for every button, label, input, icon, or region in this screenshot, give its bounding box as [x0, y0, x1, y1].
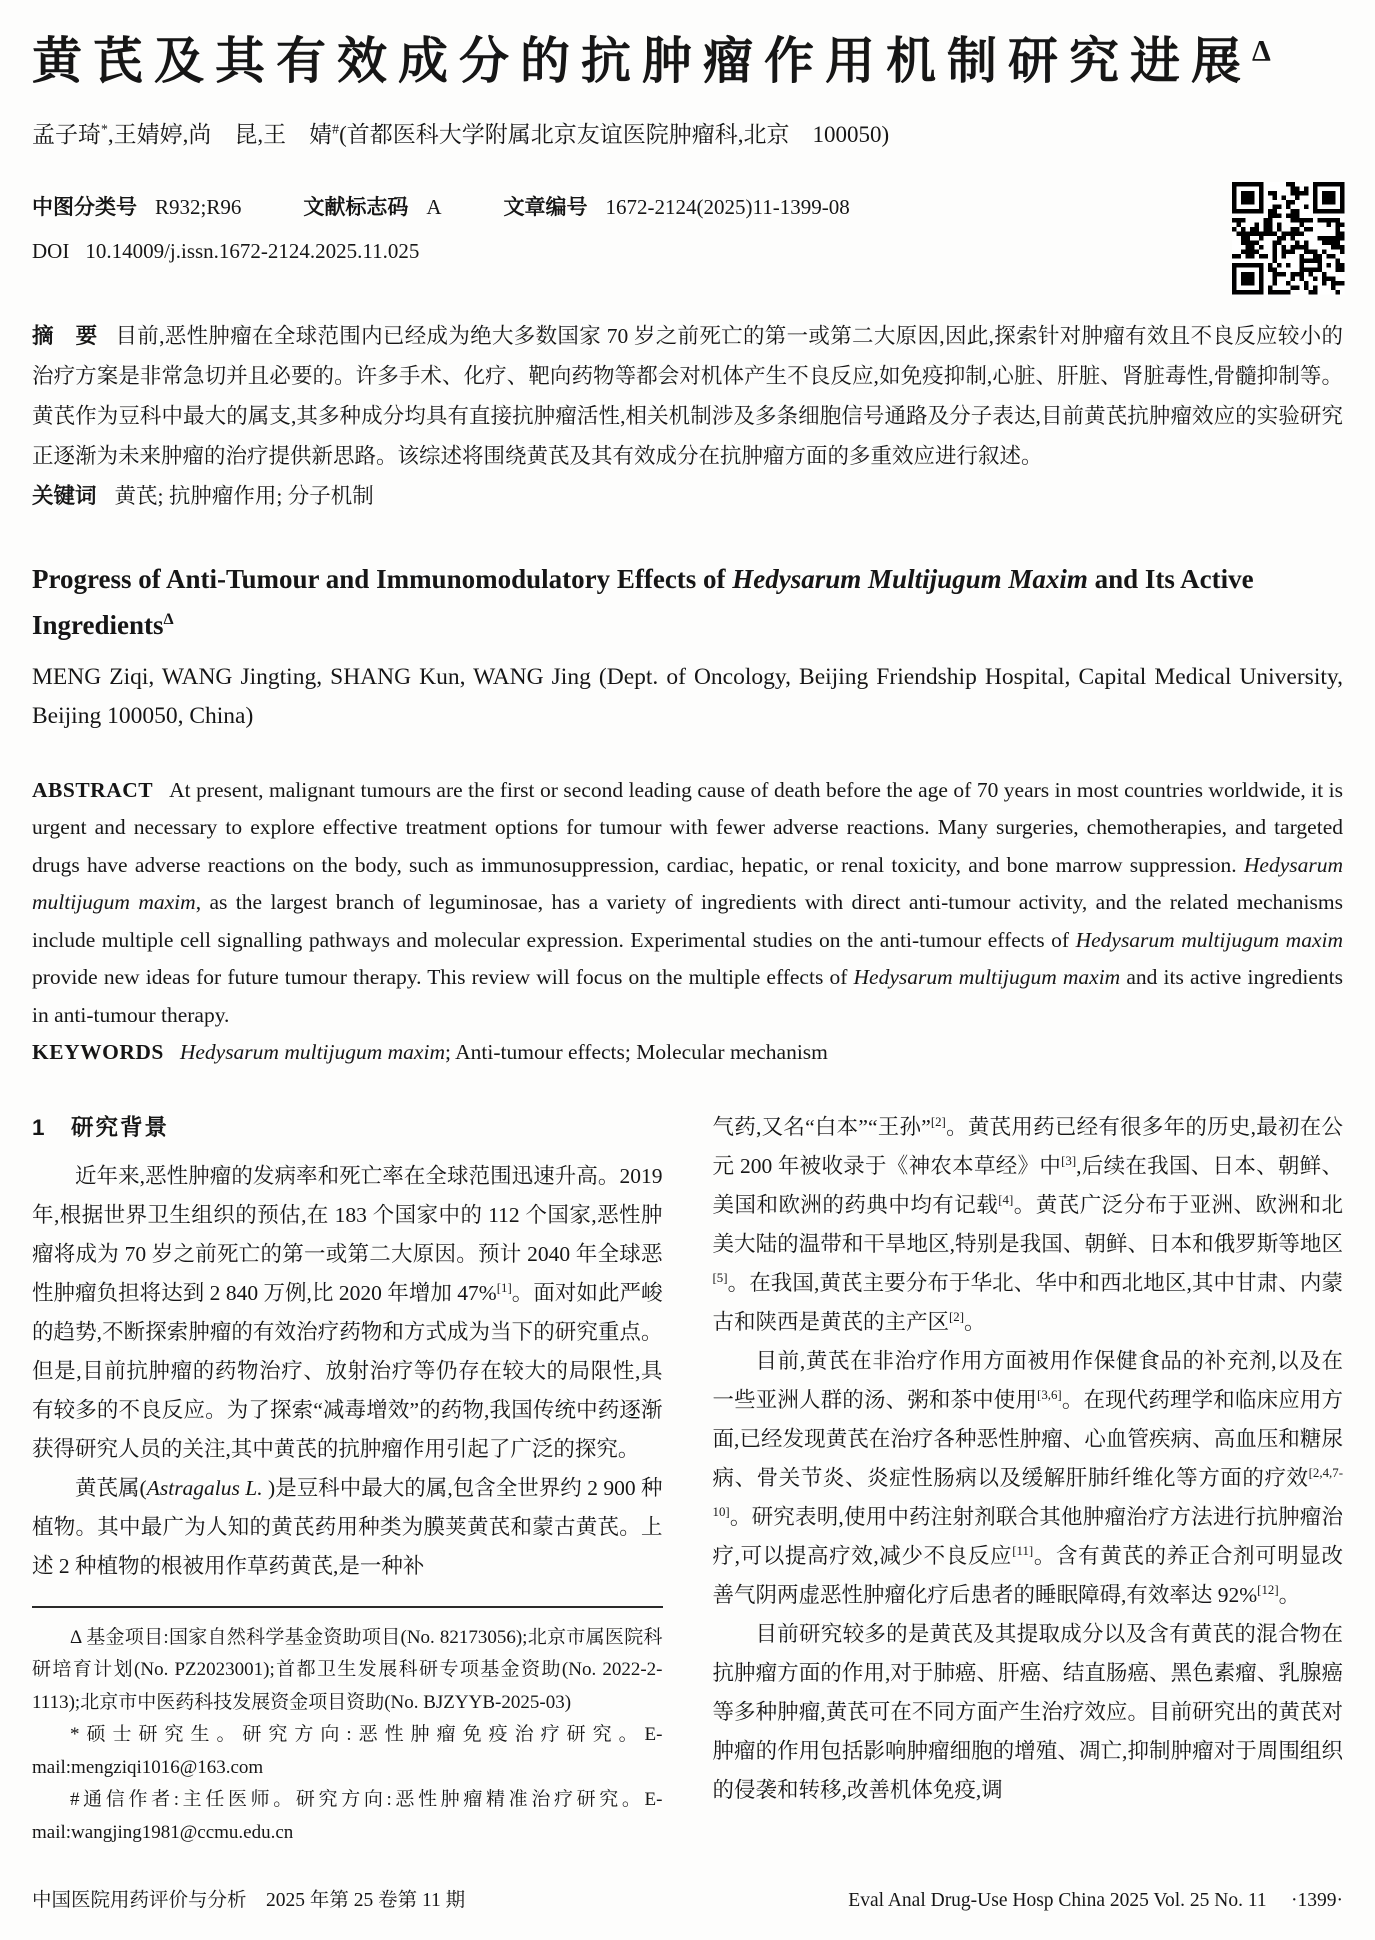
section-heading-1: 1 研究背景	[32, 1114, 170, 1140]
document-code	[303, 191, 441, 221]
body-paragraph: 目前,黄芪在非治疗作用方面被用作保健食品的补充剂,以及在一些亚洲人群的汤、粥和茶中使用[3,6]。在现代药理学和临床应用方面,已经发现黄芪在治疗各种恶性肿瘤、心血管疾病、高血压和糖尿病、骨关节炎、炎症性肠病以及缓解肝肺纤维化等方面的疗效[2,4,7-10]。研究表明,使用中药注射剂联合其他肿瘤治疗方法进行抗肿瘤治疗,可以提高疗效,减少不良反应[11]。含有黄芪的养正合剂可明显改善气阴两虚恶性肿瘤化疗后患者的睡眠障碍,有效率达 92%[12]。	[712, 1348, 1343, 1607]
keywords-en	[32, 1034, 1343, 1072]
abstract-zh	[32, 316, 1343, 476]
body-paragraph: 目前研究较多的是黄芪及其提取成分以及含有黄芪的混合物在抗肿瘤方面的作用,对于肺癌、肝癌、结直肠癌、黑色素瘤、乳腺癌等多种肿瘤,黄芪可在不同方面产生治疗效应。目前研究出的黄芪对肿瘤的作用包括影响肿瘤细胞的增殖、凋亡,抑制肿瘤对于周围组织的侵袭和转移,改善机体免疫,调	[712, 1621, 1343, 1802]
left-column	[32, 1108, 663, 1850]
doi-row	[32, 239, 1343, 264]
qr-code	[1232, 182, 1345, 295]
footnotes-block	[32, 1606, 663, 1850]
keywords-zh-text: 黄芪; 抗肿瘤作用; 分子机制	[114, 483, 374, 508]
article-id-value: 1672-2124(2025)11-1399-08	[605, 194, 850, 219]
clc-number-label: 中图分类号	[32, 195, 137, 219]
footnote-first-author: *硕士研究生。研究方向:恶性肿瘤免疫治疗研究。E-mail:mengziqi1016@163.com	[32, 1724, 663, 1778]
right-column	[713, 1108, 1344, 1850]
abstract-zh-text: 目前,恶性肿瘤在全球范围内已经成为绝大多数国家 70 岁之前死亡的第一或第二大原因,因此,探索针对肿瘤有效且不良反应较小的治疗方案是非常急切并且必要的。许多手术、化疗、靶向药物等都会对机体产生不良反应,如免疫抑制,心脏、肝脏、肾脏毒性,骨髓抑制等。黄芪作为豆科中最大的属支,其多种成分均具有直接抗肿瘤活性,相关机制涉及多条细胞信号通路及分子表达,目前黄芪抗肿瘤效应的实验研究正逐渐为未来肿瘤的治疗提供新思路。该综述将围绕黄芪及其有效成分在抗肿瘤方面的多重效应进行叙述。	[32, 323, 1343, 468]
article-id-label: 文章编号	[503, 195, 588, 219]
body-paragraph: 黄芪属(Astragalus L. )是豆科中最大的属,包含全世界约 2 900 种植物。其中最广为人知的黄芪药用种类为膜荚黄芪和蒙古黄芪。上述 2 种植物的根被用作草药黄芪,是一种补	[32, 1475, 663, 1578]
article-title-zh: 黄芪及其有效成分的抗肿瘤作用机制研究进展$^\Delta$	[32, 33, 1271, 89]
doi-label: DOI	[32, 238, 70, 263]
document-code-value: A	[426, 194, 442, 219]
footer-journal-en-page: Eval Anal Drug-Use Hosp China 2025 Vol. 25 No. 11 ·1399·	[848, 1890, 1343, 1911]
body-paragraph: 气药,又名“白本”“王孙”[2]。黄芪用药已经有很多年的历史,最初在公元 200 年被收录于《神农本草经》中[3],后续在我国、日本、朝鲜、美国和欧洲的药典中均有记载[4]。黄芪广泛分布于亚洲、欧洲和北美大陆的温带和干旱地区,特别是我国、朝鲜、日本和俄罗斯等地区[5]。在我国,黄芪主要分布于华北、华中和西北地区,其中甘肃、内蒙古和陕西是黄芪的主产区[2]。	[712, 1114, 1343, 1334]
authors-zh: 孟子琦*,王婧婷,尚 昆,王 婧#(首都医科大学附属北京友谊医院肿瘤科,北京 100050)	[32, 120, 890, 147]
article-id	[504, 191, 850, 221]
abstract-en	[32, 772, 1343, 1035]
body-paragraph: 近年来,恶性肿瘤的发病率和死亡率在全球范围迅速升高。2019 年,根据世界卫生组织的预估,在 183 个国家中的 112 个国家,恶性肿瘤将成为 70 岁之前死亡的第一或第二大原因。预计 2040 年全球恶性肿瘤负担将达到 2 840 万例,比 2020 年增加 47%[1]。面对如此严峻的趋势,不断探索肿瘤的有效治疗药物和方式成为当下的研究重点。但是,目前抗肿瘤的药物治疗、放射治疗等仍存在较大的局限性,具有较多的不良反应。为了探索“减毒增效”的药物,我国传统中药逐渐获得研究人员的关注,其中黄芪的抗肿瘤作用引起了广泛的探究。	[32, 1163, 663, 1461]
clc-number-value: R932;R96	[155, 194, 242, 219]
abstract-en-label: ABSTRACT	[32, 777, 154, 802]
article-title-en: Progress of Anti-Tumour and Immunomodulatory Effects of Hedysarum Multijugum Maxim and Its Active Ingredients$^\Delta$	[32, 563, 1254, 640]
keywords-zh	[32, 476, 1343, 516]
page-footer	[32, 1888, 1343, 1914]
keywords-zh-label: 关键词	[32, 483, 97, 508]
body-columns	[32, 1108, 1343, 1850]
abstract-en-text: At present, malignant tumours are the first or second leading cause of death before the age of 70 years in most countries worldwide, it is urgent and necessary to explore effective treatment options for tumour with fewer adverse reactions. Many surgeries, chemotherapies, and targeted drugs have adverse reactions on the body, such as immunosuppression, cardiac, hepatic, or renal toxicity, and bone marrow suppression. Hedysarum multijugum maxim, as the largest branch of leguminosae, has a variety of ingredients with direct anti-tumour activity, and the related mechanisms include multiple cell signalling pathways and molecular expression. Experimental studies on the anti-tumour effects of Hedysarum multijugum maxim provide new ideas for future tumour therapy. This review will focus on the multiple effects of Hedysarum multijugum maxim and its active ingredients in anti-tumour therapy.	[32, 777, 1344, 1027]
document-code-label: 文献标志码	[303, 195, 409, 219]
authors-en: MENG Ziqi, WANG Jingting, SHANG Kun, WANG Jing (Dept. of Oncology, Beijing Friendship Hospital, Capital Medical University, Beijing 100050, China)	[32, 663, 1343, 729]
footer-journal-zh: 中国医院用药评价与分析 2025 年第 25 卷第 11 期	[32, 1890, 466, 1911]
footnote-corresponding-author: #通信作者:主任医师。研究方向:恶性肿瘤精准治疗研究。E-mail:wangjing1981@ccmu.edu.cn	[32, 1789, 663, 1843]
keywords-en-text: Hedysarum multijugum maxim; Anti-tumour effects; Molecular mechanism	[179, 1040, 828, 1064]
doi-value: 10.14009/j.issn.1672-2124.2025.11.025	[85, 238, 420, 263]
clc-number	[32, 191, 241, 221]
footnote-funding: Δ 基金项目:国家自然科学基金资助项目(No. 82173056);北京市属医院科研培育计划(No. PZ2023001);首都卫生发展科研专项基金资助(No. 2022-2-1113);北京市中医药科技发展资金项目资助(No. BJZYYB-2025-03)	[32, 1626, 663, 1713]
keywords-en-label: KEYWORDS	[32, 1040, 164, 1064]
meta-row	[32, 191, 1343, 221]
abstract-zh-label: 摘 要	[32, 323, 98, 348]
